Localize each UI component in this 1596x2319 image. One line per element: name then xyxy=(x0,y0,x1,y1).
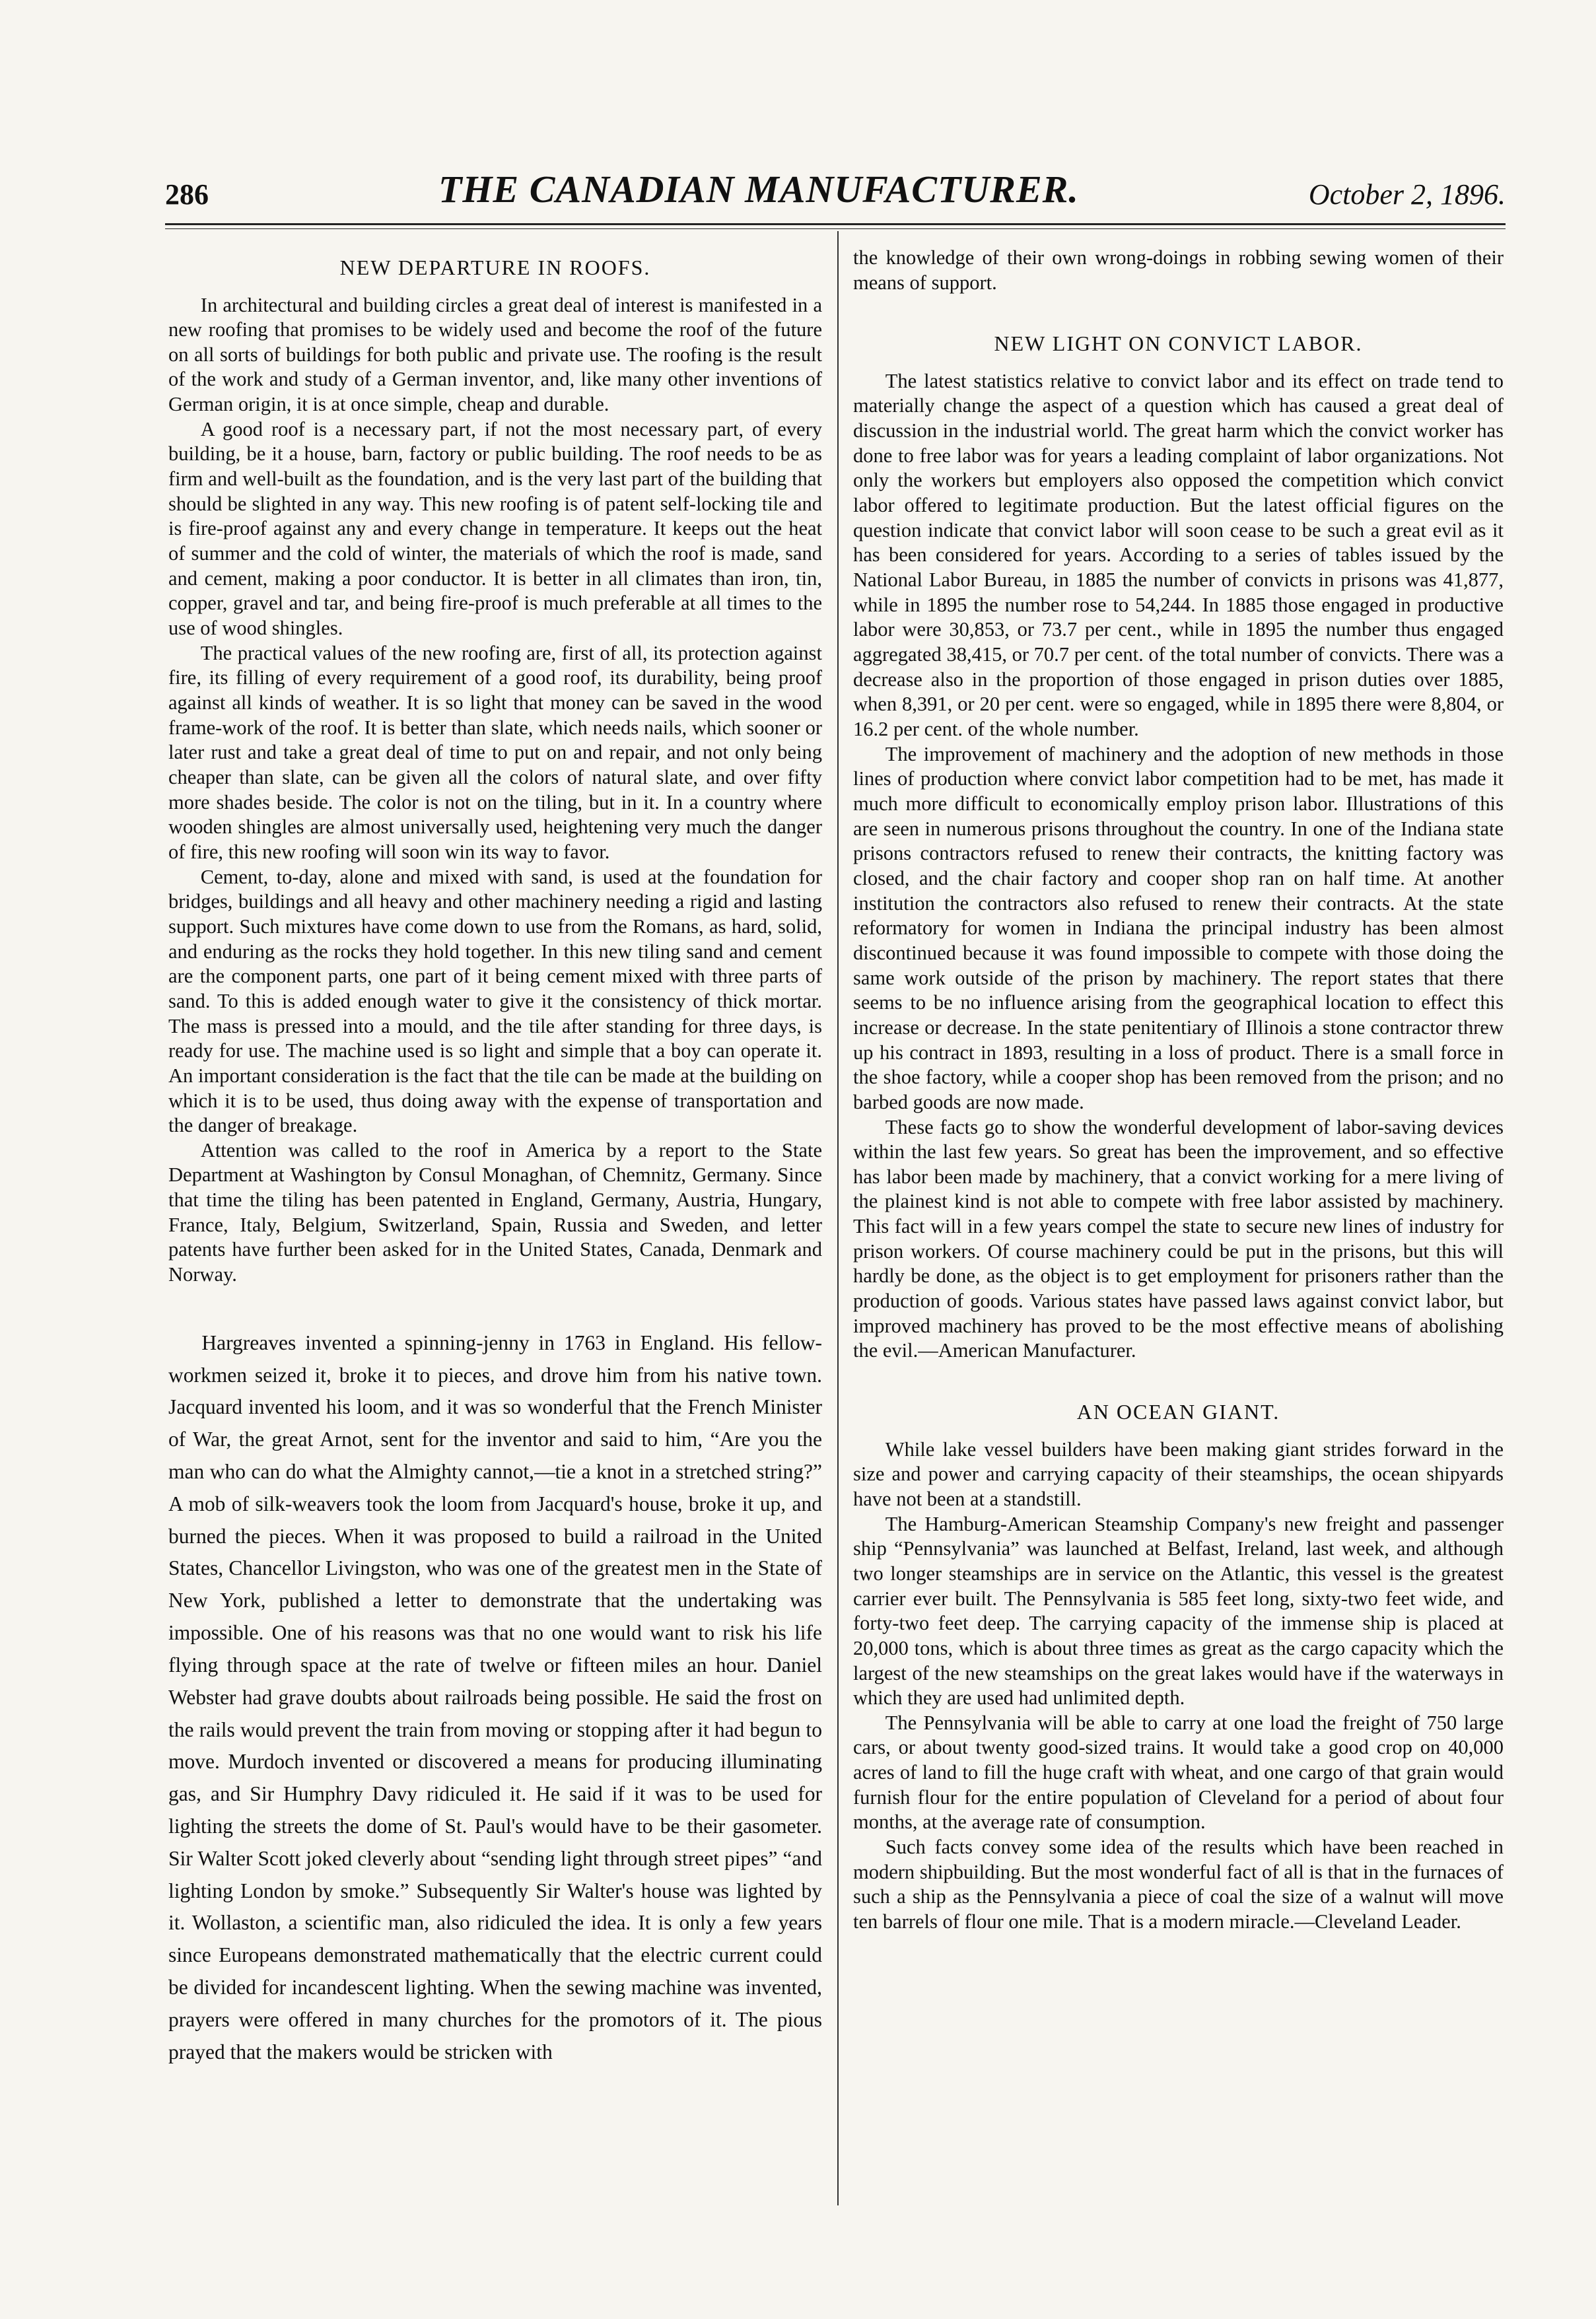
section-gap xyxy=(853,295,1504,322)
masthead xyxy=(165,158,1506,211)
header-rule xyxy=(165,223,1506,225)
publication-title: THE CANADIAN MANUFACTURER. xyxy=(438,168,1079,211)
convict-paragraph: These facts go to show the wonderful development of labor-saving devices within the last few years. So great has been the improvement, and so effective has labor been made by machinery, that a convict working for a mere living of the plainest kind is not able to compete with free labor assisted by machinery. This fact will in a few years compel the state to secure new lines of industry for prison workers. Of course machinery could be put in the prisons, but this will hardly be done, as the object is to get employment for prisoners rather than the production of goods. Various states have passed laws against convict labor, but improved machinery has proved to be the most effective means of abolishing the evil.—American Manufacturer. xyxy=(853,1115,1504,1362)
section-gap xyxy=(853,1364,1504,1390)
issue-date: October 2, 1896. xyxy=(1308,178,1506,211)
right-column xyxy=(853,246,1504,1935)
ocean-paragraph: While lake vessel builders have been making giant strides forward in the size and power and carrying capacity of their steamships, the ocean shipyards have not been at a standstill. xyxy=(853,1437,1504,1510)
roofs-paragraph: Attention was called to the roof in America by a report to the State Department at Washington by Consul Monaghan, of Chemnitz, Germany. Since that time the tiling has been patented in England, Germany, Austria, Hungary, France, Italy, Belgium, Switzerland, Spain, Russia and Sweden, and letter patents have further been asked for in the United States, Canada, Denmark and Norway. xyxy=(168,1138,822,1286)
hargreaves-article xyxy=(168,1327,822,2069)
article-title-convict-labor: NEW LIGHT ON CONVICT LABOR. xyxy=(994,331,1363,356)
continued-text: the knowledge of their own wrong-doings in robbing sewing women of their means of support. xyxy=(853,246,1504,294)
ocean-paragraph: Such facts convey some idea of the results which have been reached in modern shipbuilding. But the most wonderful fact of all is that in the furnaces of such a ship as the Pennsylvania a piece of coal the size of a walnut will move ten barrels of flour one mile. That is a modern miracle.—Cleveland Leader. xyxy=(853,1836,1504,1933)
header-rule-thin xyxy=(165,228,1506,229)
roofs-paragraph: Cement, to-day, alone and mixed with sand, is used at the foundation for bridges, buildings and all heavy and other machinery needing a rigid and lasting support. Such mixtures have come down to use from the Romans, as hard, solid, and enduring as the rocks they hold together. In this new tiling sand and cement are the component parts, one part of it being cement mixed with three parts of sand. To this is added enough water to give it the consistency of thick mortar. The mass is pressed into a mould, and the tile after standing for three days, is ready for use. The machine used is so light and simple that a boy can operate it. An important consideration is the fact that the tile can be made at the building on which it is to be used, thus doing away with the expense of transportation and the danger of breakage. xyxy=(168,865,822,1137)
left-column xyxy=(168,246,822,2068)
section-gap xyxy=(168,1288,822,1327)
convict-paragraph: The improvement of machinery and the adoption of new methods in those lines of production where convict labor competition had to be met, has made it much more difficult to economically employ prison labor. Illustrations of this are seen in numerous prisons throughout the country. In one of the Indiana state prisons contractors refused to renew their contracts, the knitting factory was closed, and the chair factory and cooper shop ran on half time. At another institution the contractors also refused to renew their contracts. At the state reformatory for women in Indiana the principal industry has been almost discontinued because it was found impossible to compete with those doing the same work outside of the prison by machinery. The report states that there seems to be no influence arising from the geographical location to effect this increase or decrease. In the state penitentiary of Illinois a stone contractor threw up his contract in 1893, resulting in a loss of product. There is a small force in the shoe factory, while a cooper shop has been removed from the prison; and no barbed goods are now made. xyxy=(853,742,1504,1113)
roofs-paragraph: In architectural and building circles a great deal of interest is manifested in a new roofing that promises to be widely used and become the roof of the future on all sorts of buildings for both public and private use. The roofing is the result of the work and study of a German inventor, and, like many other inventions of German origin, it is at once simple, cheap and durable. xyxy=(168,293,822,416)
ocean-paragraph: The Pennsylvania will be able to carry at one load the freight of 750 large cars, or about twenty good-sized trains. It would take a good crop on 40,000 acres of land to fill the huge craft with wheat, and one cargo of that grain would furnish flour for the entire population of Cleveland for a period of about four months, at the average rate of consumption. xyxy=(853,1711,1504,1834)
roofs-paragraph: The practical values of the new roofing are, first of all, its protection against fire, its filling of every requirement of a good roof, its durability, being proof against all kinds of weather. It is so light that money can be saved in the wood frame-work of the roof. It is better than slate, which needs nails, which sooner or later rust and take a great deal of time to put on and repair, and not only being cheaper than slate, can be given all the colors of natural slate, and over fifty more shades beside. The color is not on the tiling, but in it. In a country where wooden shingles are almost universally used, heightening very much the danger of fire, this new roofing will soon win its way to favor. xyxy=(168,641,822,863)
convict-paragraph: The latest statistics relative to convict labor and its effect on trade tend to materially change the aspect of a question which has caused a great deal of discussion in the industrial world. The great harm which the convict worker has done to free labor was for years a leading complaint of labor organizations. Not only the workers but employers also opposed the competition which convict labor offered to legitimate production. But the latest official figures on the question indicate that convict labor will soon cease to be such a great evil as it has been considered for years. According to a series of tables issued by the National Labor Bureau, in 1885 the number of convicts in prisons was 41,877, while in 1895 the number rose to 54,244. In 1885 those engaged in productive labor were 30,853, or 73.7 per cent., while in 1895 the number thus engaged aggregated 38,415, or 70.7 per cent. of the total number of convicts. There was a decrease also in the proportion of those engaged in prison duties over 1885, when 8,391, or 20 per cent. were so engaged, while in 1895 there were 8,804, or 16.2 per cent. of the whole number. xyxy=(853,369,1504,741)
hargreaves-paragraph: Hargreaves invented a spinning-jenny in 1763 in England. His fellow-workmen seized it, broke it to pieces, and drove him from his native town. Jacquard invented his loom, and it was so wonderful that the French Minister of War, the great Arnot, sent for the inventor and said to him, “Are you the man who can do what the Almighty cannot,—tie a knot in a stretched string?” A mob of silk-weavers took the loom from Jacquard's house, broke it up, and burned the pieces. When it was proposed to build a railroad in the United States, Chancellor Livingston, who was one of the greatest men in the State of New York, published a letter to demonstrate that the undertaking was impossible. One of his reasons was that no one would want to risk his life flying through space at the rate of twelve or fifteen miles an hour. Daniel Webster had grave doubts about railroads being possible. He said the frost on the rails would prevent the train from moving or stopping after it had begun to move. Murdoch invented or discovered a means for producing illuminating gas, and Sir Humphry Davy ridiculed it. He said if it was to be used for lighting the streets the dome of St. Paul's would have to be their gasometer. Sir Walter Scott joked cleverly about “sending light through street pipes” “and lighting London by smoke.” Subsequently Sir Walter's house was lighted by it. Wollaston, a scientific man, also ridiculed the idea. It is only a few years since Europeans demonstrated mathematically that the electric current could be divided for incandescent lighting. When the sewing machine was invented, prayers were offered in many churches for the promotors of it. The pious prayed that the makers would be stricken with xyxy=(168,1331,822,2063)
roofs-paragraph: A good roof is a necessary part, if not the most necessary part, of every building, be it a house, barn, factory or public building. The roof needs to be as firm and well-built as the foundation, and is the very last part of the building that should be slighted in any way. This new roofing is of patent self-locking tile and is fire-proof against any and every change in temperature. It keeps out the heat of summer and the cold of winter, the materials of which the roof is made, sand and cement, making a poor conductor. It is better in all climates than iron, tin, copper, gravel and tar, and being fire-proof is much preferable at all times to the use of wood shingles. xyxy=(168,417,822,640)
ocean-paragraph: The Hamburg-American Steamship Company's new freight and passenger ship “Pennsylvania” was launched at Belfast, Ireland, last week, and although two longer steamships are in service on the Atlantic, this vessel is the greatest carrier ever built. The Pennsylvania is 585 feet long, sixty-two feet wide, and forty-two feet deep. The carrying capacity of the immense ship is placed at 20,000 tons, which is about three times as great as the cargo capacity which the largest of the new steamships on the great lakes would have if the waterways in which they are used had unlimited depth. xyxy=(853,1512,1504,1710)
page-number: 286 xyxy=(165,178,209,211)
article-title-roofs: NEW DEPARTURE IN ROOFS. xyxy=(339,256,651,279)
article-title-ocean-giant: AN OCEAN GIANT. xyxy=(1076,1400,1280,1424)
column-divider xyxy=(837,231,839,2205)
